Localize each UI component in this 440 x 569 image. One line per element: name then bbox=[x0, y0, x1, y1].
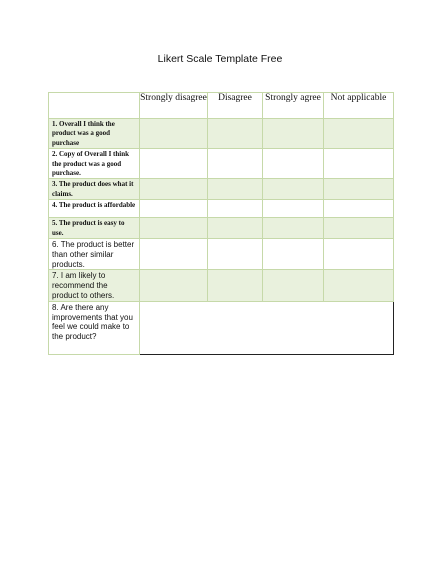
table-row bbox=[49, 149, 394, 179]
response-cell-strongly-agree[interactable] bbox=[263, 149, 324, 179]
item-label: 8. Are there any improvements that you feel we could make to the product? bbox=[49, 301, 140, 354]
response-cell-strongly-disagree[interactable] bbox=[140, 239, 208, 270]
item-label: 3. The product does what it claims. bbox=[49, 179, 140, 200]
item-label: 2. Copy of Overall I think the product was a good purchase. bbox=[49, 149, 140, 179]
response-cell-not-applicable[interactable] bbox=[324, 218, 394, 239]
response-cell-strongly-agree[interactable] bbox=[263, 179, 324, 200]
table-row bbox=[49, 200, 394, 218]
table-row bbox=[49, 239, 394, 270]
response-cell-not-applicable[interactable] bbox=[324, 119, 394, 149]
table-row bbox=[49, 270, 394, 301]
response-cell-strongly-agree[interactable] bbox=[263, 218, 324, 239]
response-cell-strongly-agree[interactable] bbox=[263, 200, 324, 218]
response-cell-not-applicable[interactable] bbox=[324, 149, 394, 179]
response-cell-strongly-disagree[interactable] bbox=[140, 218, 208, 239]
table-row bbox=[49, 301, 394, 354]
response-cell-disagree[interactable] bbox=[208, 218, 263, 239]
response-cell-strongly-agree[interactable] bbox=[263, 119, 324, 149]
header-row bbox=[49, 93, 394, 119]
response-cell-strongly-disagree[interactable] bbox=[140, 179, 208, 200]
response-cell-not-applicable[interactable] bbox=[324, 239, 394, 270]
response-cell-disagree[interactable] bbox=[208, 239, 263, 270]
item-label: 7. I am likely to recommend the product to others. bbox=[49, 270, 140, 301]
likert-table bbox=[48, 92, 394, 355]
response-cell-disagree[interactable] bbox=[208, 119, 263, 149]
table-row bbox=[49, 218, 394, 239]
response-cell-not-applicable[interactable] bbox=[324, 179, 394, 200]
response-cell-disagree[interactable] bbox=[208, 200, 263, 218]
item-label: 4. The product is affordable bbox=[49, 200, 140, 218]
response-cell-strongly-disagree[interactable] bbox=[140, 149, 208, 179]
response-cell-strongly-disagree[interactable] bbox=[140, 200, 208, 218]
header-corner-cell bbox=[49, 93, 140, 119]
item-label: 5. The product is easy to use. bbox=[49, 218, 140, 239]
response-cell-disagree[interactable] bbox=[208, 149, 263, 179]
column-header-not-applicable: Not applicable bbox=[324, 93, 394, 119]
column-header-strongly-disagree: Strongly disagree bbox=[140, 93, 208, 119]
response-cell-strongly-disagree[interactable] bbox=[140, 119, 208, 149]
column-header-disagree: Disagree bbox=[208, 93, 263, 119]
response-cell-strongly-agree[interactable] bbox=[263, 239, 324, 270]
page-title: Likert Scale Template Free bbox=[157, 53, 283, 65]
column-header-strongly-agree: Strongly agree bbox=[263, 93, 324, 119]
item-label: 6. The product is better than other similar products. bbox=[49, 239, 140, 270]
response-cell-strongly-disagree[interactable] bbox=[140, 270, 208, 301]
table-row bbox=[49, 179, 394, 200]
response-cell-strongly-agree[interactable] bbox=[263, 270, 324, 301]
response-cell-disagree[interactable] bbox=[208, 179, 263, 200]
response-cell-disagree[interactable] bbox=[208, 270, 263, 301]
response-cell-not-applicable[interactable] bbox=[324, 200, 394, 218]
response-cell-not-applicable[interactable] bbox=[324, 270, 394, 301]
table-row bbox=[49, 119, 394, 149]
improvements-answer-box[interactable] bbox=[140, 301, 394, 354]
item-label: 1. Overall I think the product was a good purchase bbox=[49, 119, 140, 149]
